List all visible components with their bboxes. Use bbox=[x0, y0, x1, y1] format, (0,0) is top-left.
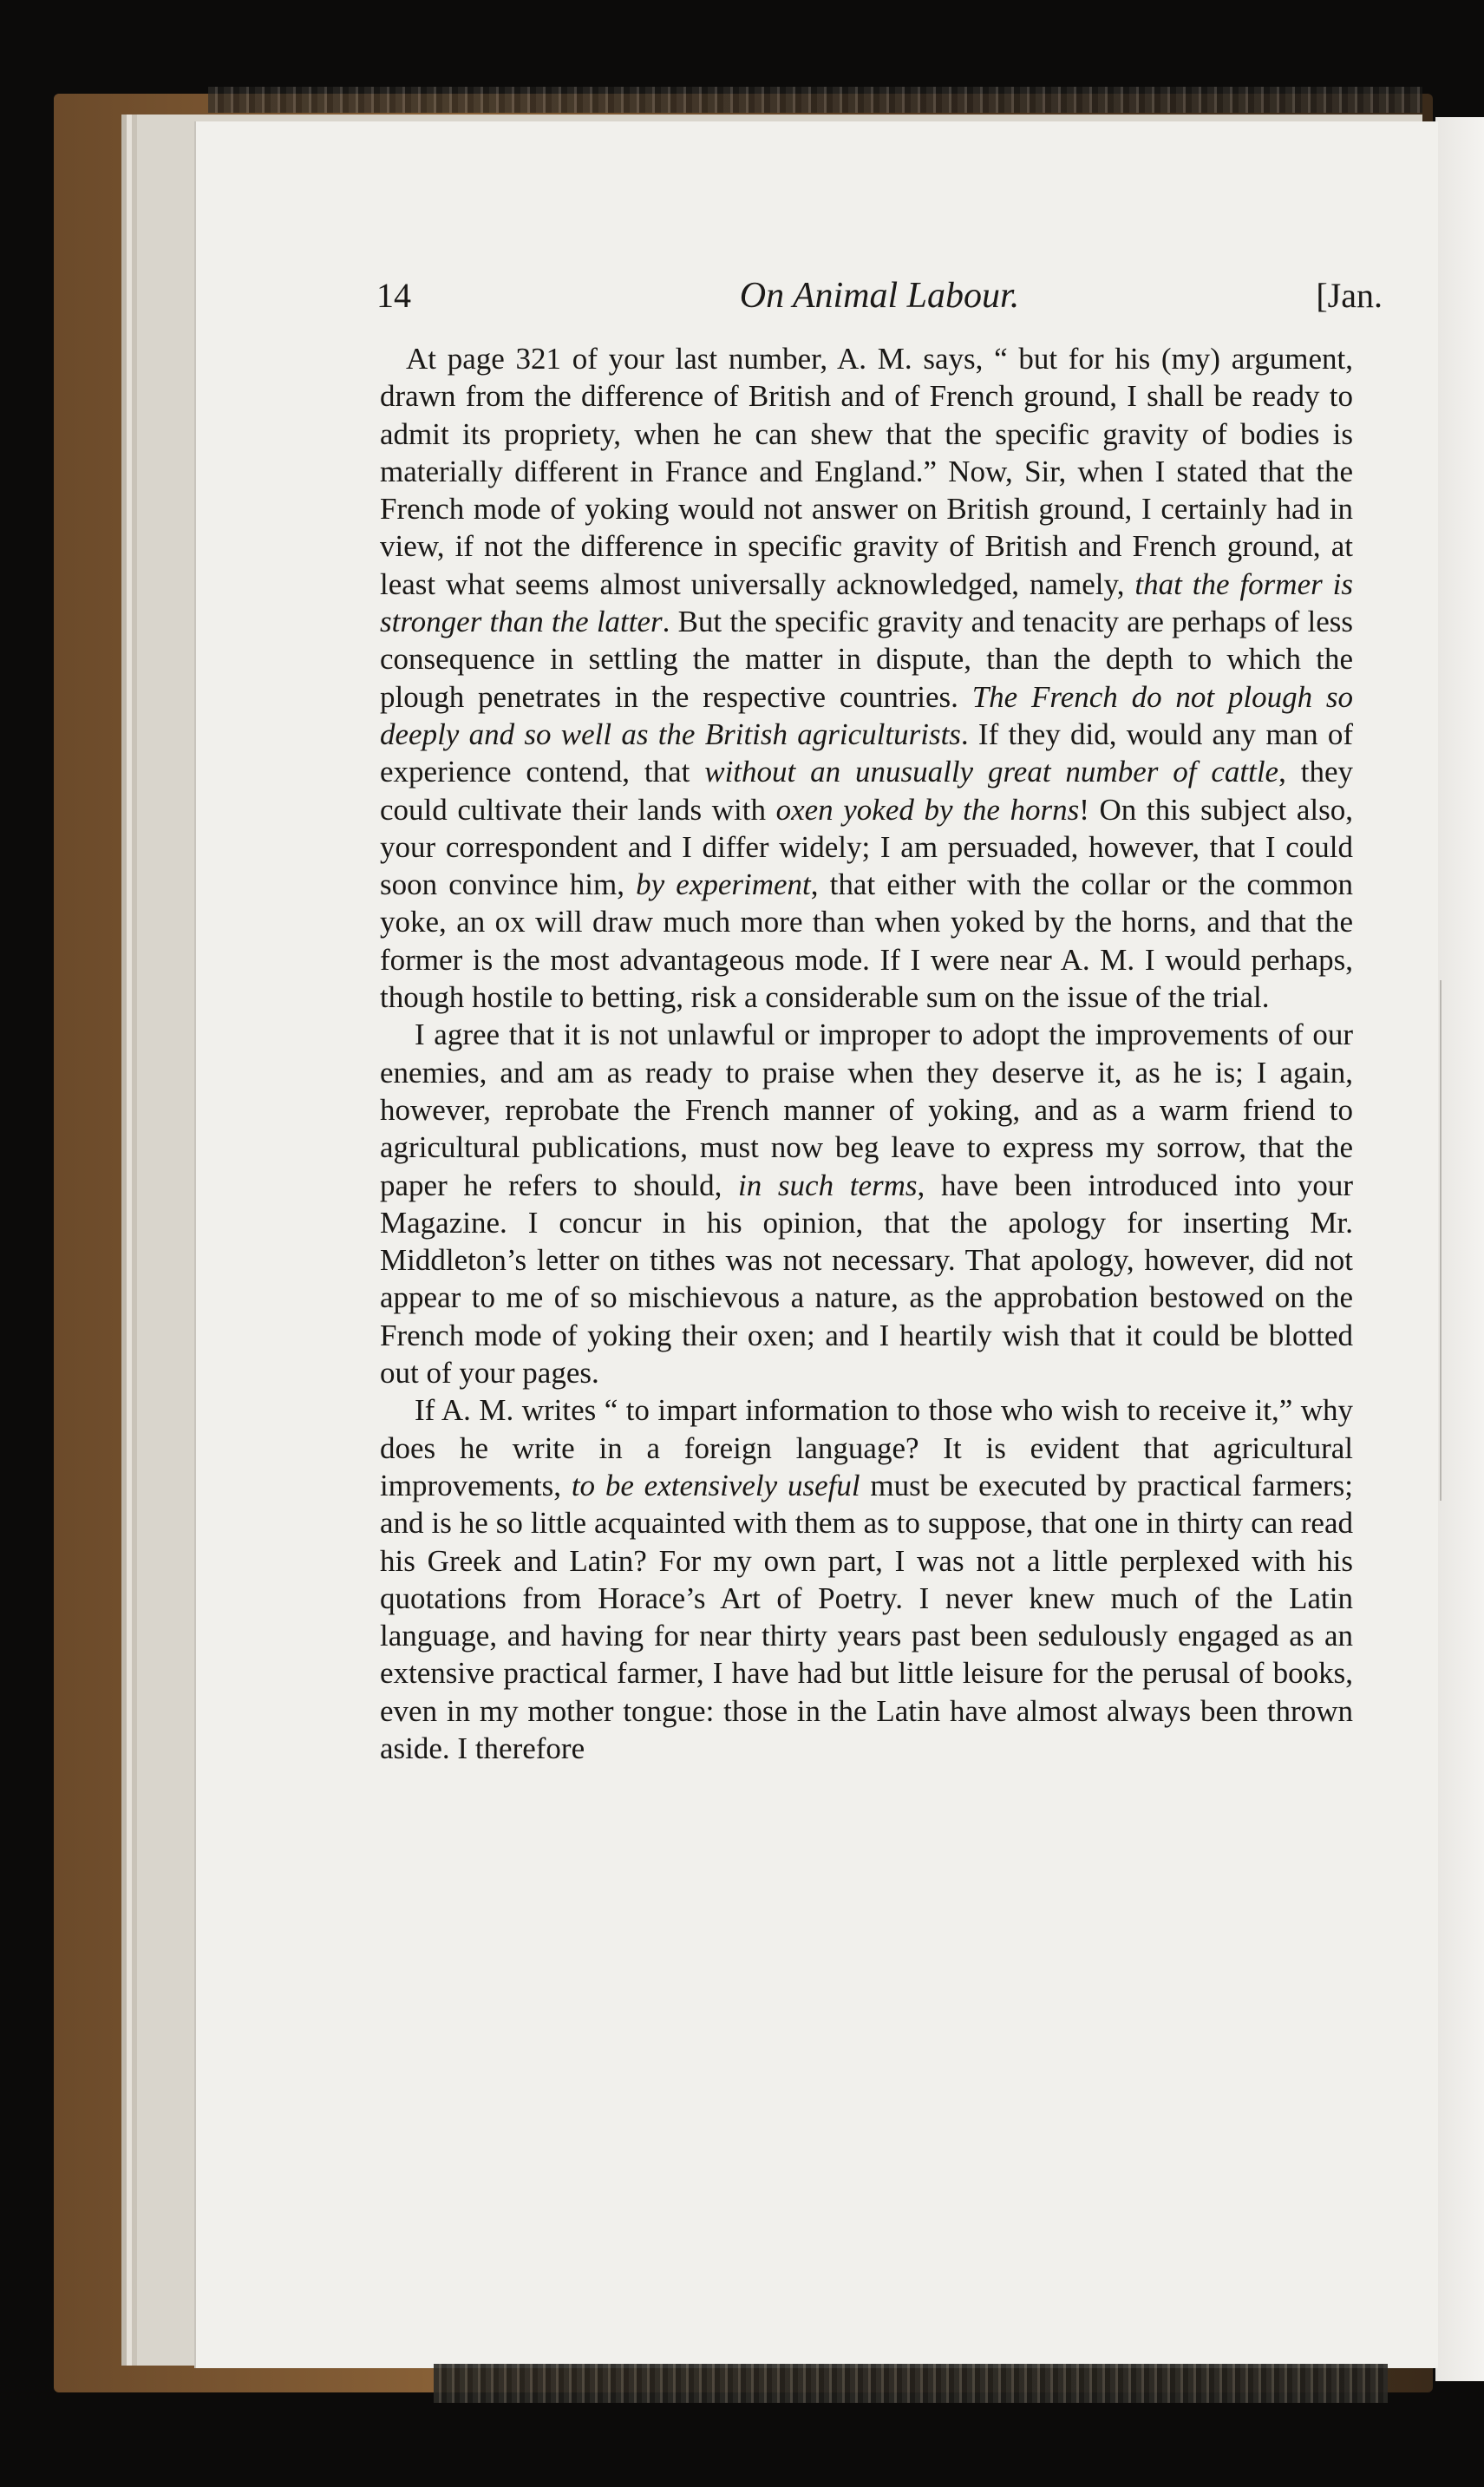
text-run: ! On this subject also, your correspondent and I differ widely; I am persuaded, however, that I could soon convince him, bbox=[380, 792, 1353, 902]
italic-phrase: without an unusually great number of cattle bbox=[704, 755, 1279, 789]
running-month: [Jan. bbox=[1316, 276, 1383, 315]
body-text bbox=[380, 340, 1353, 1767]
italic-phrase: The French do not plough so deeply and so well as the British agriculturists bbox=[380, 679, 1353, 751]
paragraph-2 bbox=[380, 1016, 1353, 1391]
italic-phrase: that the former is stronger than the latter bbox=[380, 566, 1354, 639]
text-run: At page 321 of your last number, A. M. says, “ but for his (my) argument, drawn from the difference of British and of French ground, I shall be ready to admit its propriety, when he can shew that the specific gravity of bodies is materially different in France and England.” Now, Sir, when I stated that the French mode of yoking would not answer on British ground, I certainly had in view, if not the difference in specific gravity of British and French ground, at least what seems almost universally acknowledged, namely, bbox=[380, 342, 1353, 601]
page-header bbox=[376, 275, 1383, 327]
text-run: must be executed by practical farmers; and is he so little acquainted with them as to suppose, that one in thirty can read his Greek and Latin? For my own part, I was not a little perplexed with his quotations from Horace’s Art of Poetry. I never knew much of the Latin language, and having for near thirty years past been sedulously engaged as an extensive practical farmer, I have had but little leisure for the perusal of books, even in my mother tongue: those in the Latin have almost always been thrown aside. I therefore bbox=[380, 1468, 1353, 1765]
page-edge-marks bbox=[1440, 980, 1452, 1501]
cover-top-edge bbox=[208, 87, 1422, 113]
text-run: . But the specific gravity and tenacity are perhaps of less consequence in settling the matter in dispute, than the depth to which the plough penetrates in the respective countries. bbox=[380, 605, 1353, 714]
text-run: , that either with the collar or the common yoke, an ox will draw much more than when yoked by the horns, and that the former is the most advantageous mode. If I were near A. M. I would perhaps, though hostile to betting, risk a considerable sum on the issue of the trial. bbox=[380, 867, 1353, 1015]
paragraph-1 bbox=[380, 340, 1353, 1016]
italic-phrase: to be extensively useful bbox=[571, 1468, 860, 1502]
italic-phrase: oxen yoked by the horns bbox=[775, 792, 1080, 827]
text-run: , have been introduced into your Magazine. I concur in his opinion, that the apology for inserting Mr. Middleton’s letter on tithes was not necessary. That apology, however, did not appear to me of so mischievous a nature, as the approbation bestowed on the French mode of yoking their oxen; and I heartily wish that it could be blotted out of your pages. bbox=[380, 1168, 1354, 1391]
cover-bottom-edge bbox=[434, 2364, 1388, 2403]
page-number: 14 bbox=[376, 276, 411, 315]
paragraph-3 bbox=[380, 1391, 1353, 1767]
italic-phrase: in such terms bbox=[738, 1168, 918, 1202]
running-title: On Animal Labour. bbox=[739, 276, 1020, 316]
italic-phrase: by experiment bbox=[636, 867, 811, 902]
text-run: If A. M. writes “ to impart information to those who wish to receive it,” why does he write in a foreign language? It is evident that agricultural improvements, bbox=[380, 1393, 1353, 1502]
text-run: . If they did, would any man of experience contend, that bbox=[380, 717, 1353, 789]
text-run: I agree that it is not unlawful or improper to adopt the improvements of our enemies, and am as ready to praise when they deserve it, as he is; I again, however, reprobate the French manner of yoking, and as a warm friend to agricultural publications, must now beg leave to express my sorrow, that the paper he refers to should, bbox=[380, 1018, 1353, 1202]
text-run: , they could cultivate their lands with bbox=[380, 755, 1353, 827]
